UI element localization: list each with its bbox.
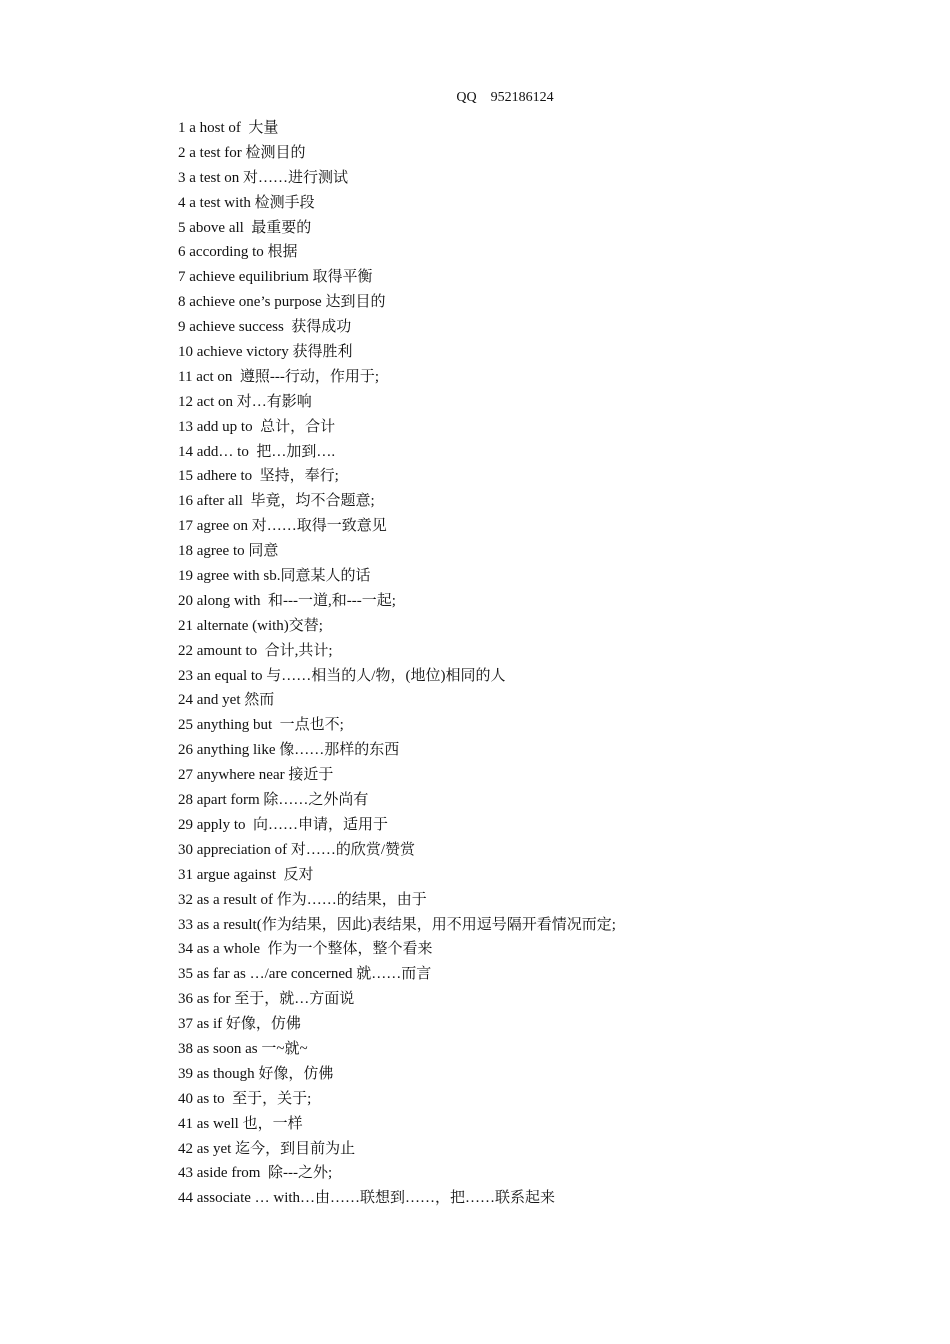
phrase-entry: 21 alternate (with)交替; bbox=[178, 617, 323, 634]
phrase-entry: 1 a host of 大量 bbox=[178, 120, 279, 136]
phrase-entry: 16 after all 毕竟，均不合题意; bbox=[178, 493, 375, 510]
phrase-entry: 41 as well 也，一样 bbox=[178, 1115, 303, 1132]
phrase-entry: 12 act on 对…有影响 bbox=[178, 393, 312, 410]
phrase-entry: 3 a test on 对……进行测试 bbox=[178, 169, 348, 186]
phrase-entry: 30 appreciation of 对……的欣赏/赞赏 bbox=[178, 841, 416, 858]
phrase-entry: 25 anything but 一点也不; bbox=[178, 717, 344, 734]
phrase-entry: 44 associate … with…由……联想到……，把……联系起来 bbox=[178, 1190, 556, 1207]
phrase-entry: 11 act on 遵照---行动，作用于; bbox=[178, 368, 380, 385]
page-header-qq: QQ 952186124 bbox=[456, 90, 554, 105]
phrase-entry: 7 achieve equilibrium 取得平衡 bbox=[178, 269, 373, 286]
phrase-entry: 27 anywhere near 接近于 bbox=[178, 767, 334, 784]
phrase-entry: 23 an equal to 与……相当的人/物，(地位)相同的人 bbox=[178, 667, 506, 684]
phrase-entry: 14 add… to 把…加到…. bbox=[178, 443, 336, 460]
phrase-entry: 43 aside from 除---之外; bbox=[178, 1165, 333, 1182]
phrase-entry: 13 add up to 总计，合计 bbox=[178, 418, 336, 435]
phrase-entry: 42 as yet 迄今，到目前为止 bbox=[178, 1140, 356, 1157]
phrase-entry: 22 amount to 合计,共计; bbox=[178, 642, 333, 659]
phrase-entry: 18 agree to 同意 bbox=[178, 543, 279, 560]
phrase-entry: 15 adhere to 坚持，奉行; bbox=[178, 468, 339, 485]
phrase-entry: 29 apply to 向……申请，适用于 bbox=[178, 816, 388, 833]
phrase-entry: 39 as though 好像，仿佛 bbox=[178, 1065, 334, 1082]
phrase-entry: 33 as a result(作为结果，因此)表结果，用不用逗号隔开看情况而定; bbox=[178, 916, 616, 933]
phrase-entry: 32 as a result of 作为……的结果，由于 bbox=[178, 891, 427, 908]
phrase-entry: 10 achieve victory 获得胜利 bbox=[178, 344, 353, 361]
phrase-entry: 35 as far as …/are concerned 就……而言 bbox=[178, 966, 432, 983]
phrase-entry: 17 agree on 对……取得一致意见 bbox=[178, 518, 387, 535]
phrase-entry: 9 achieve success 获得成功 bbox=[178, 319, 352, 336]
phrase-entry: 40 as to 至于，关于; bbox=[178, 1090, 312, 1107]
phrase-entry: 8 achieve one’s purpose 达到目的 bbox=[178, 294, 386, 311]
phrase-entry: 38 as soon as 一~就~ bbox=[178, 1040, 308, 1057]
phrase-entry: 6 according to 根据 bbox=[178, 244, 298, 261]
phrase-entry: 31 argue against 反对 bbox=[178, 866, 314, 883]
phrase-entry: 20 along with 和---一道,和---一起; bbox=[178, 592, 396, 609]
phrase-entry: 37 as if 好像，仿佛 bbox=[178, 1016, 301, 1033]
phrase-entry: 36 as for 至于，就…方面说 bbox=[178, 991, 355, 1008]
phrase-list bbox=[178, 116, 616, 1211]
phrase-entry: 24 and yet 然而 bbox=[178, 692, 275, 709]
phrase-entry: 19 agree with sb.同意某人的话 bbox=[178, 568, 371, 585]
phrase-entry: 28 apart form 除……之外尚有 bbox=[178, 792, 369, 809]
phrase-entry: 26 anything like 像……那样的东西 bbox=[178, 742, 400, 759]
phrase-entry: 4 a test with 检测手段 bbox=[178, 194, 315, 211]
phrase-entry: 34 as a whole 作为一个整体，整个看来 bbox=[178, 941, 433, 958]
phrase-entry: 5 above all 最重要的 bbox=[178, 219, 312, 236]
phrase-entry: 2 a test for 检测目的 bbox=[178, 144, 306, 161]
